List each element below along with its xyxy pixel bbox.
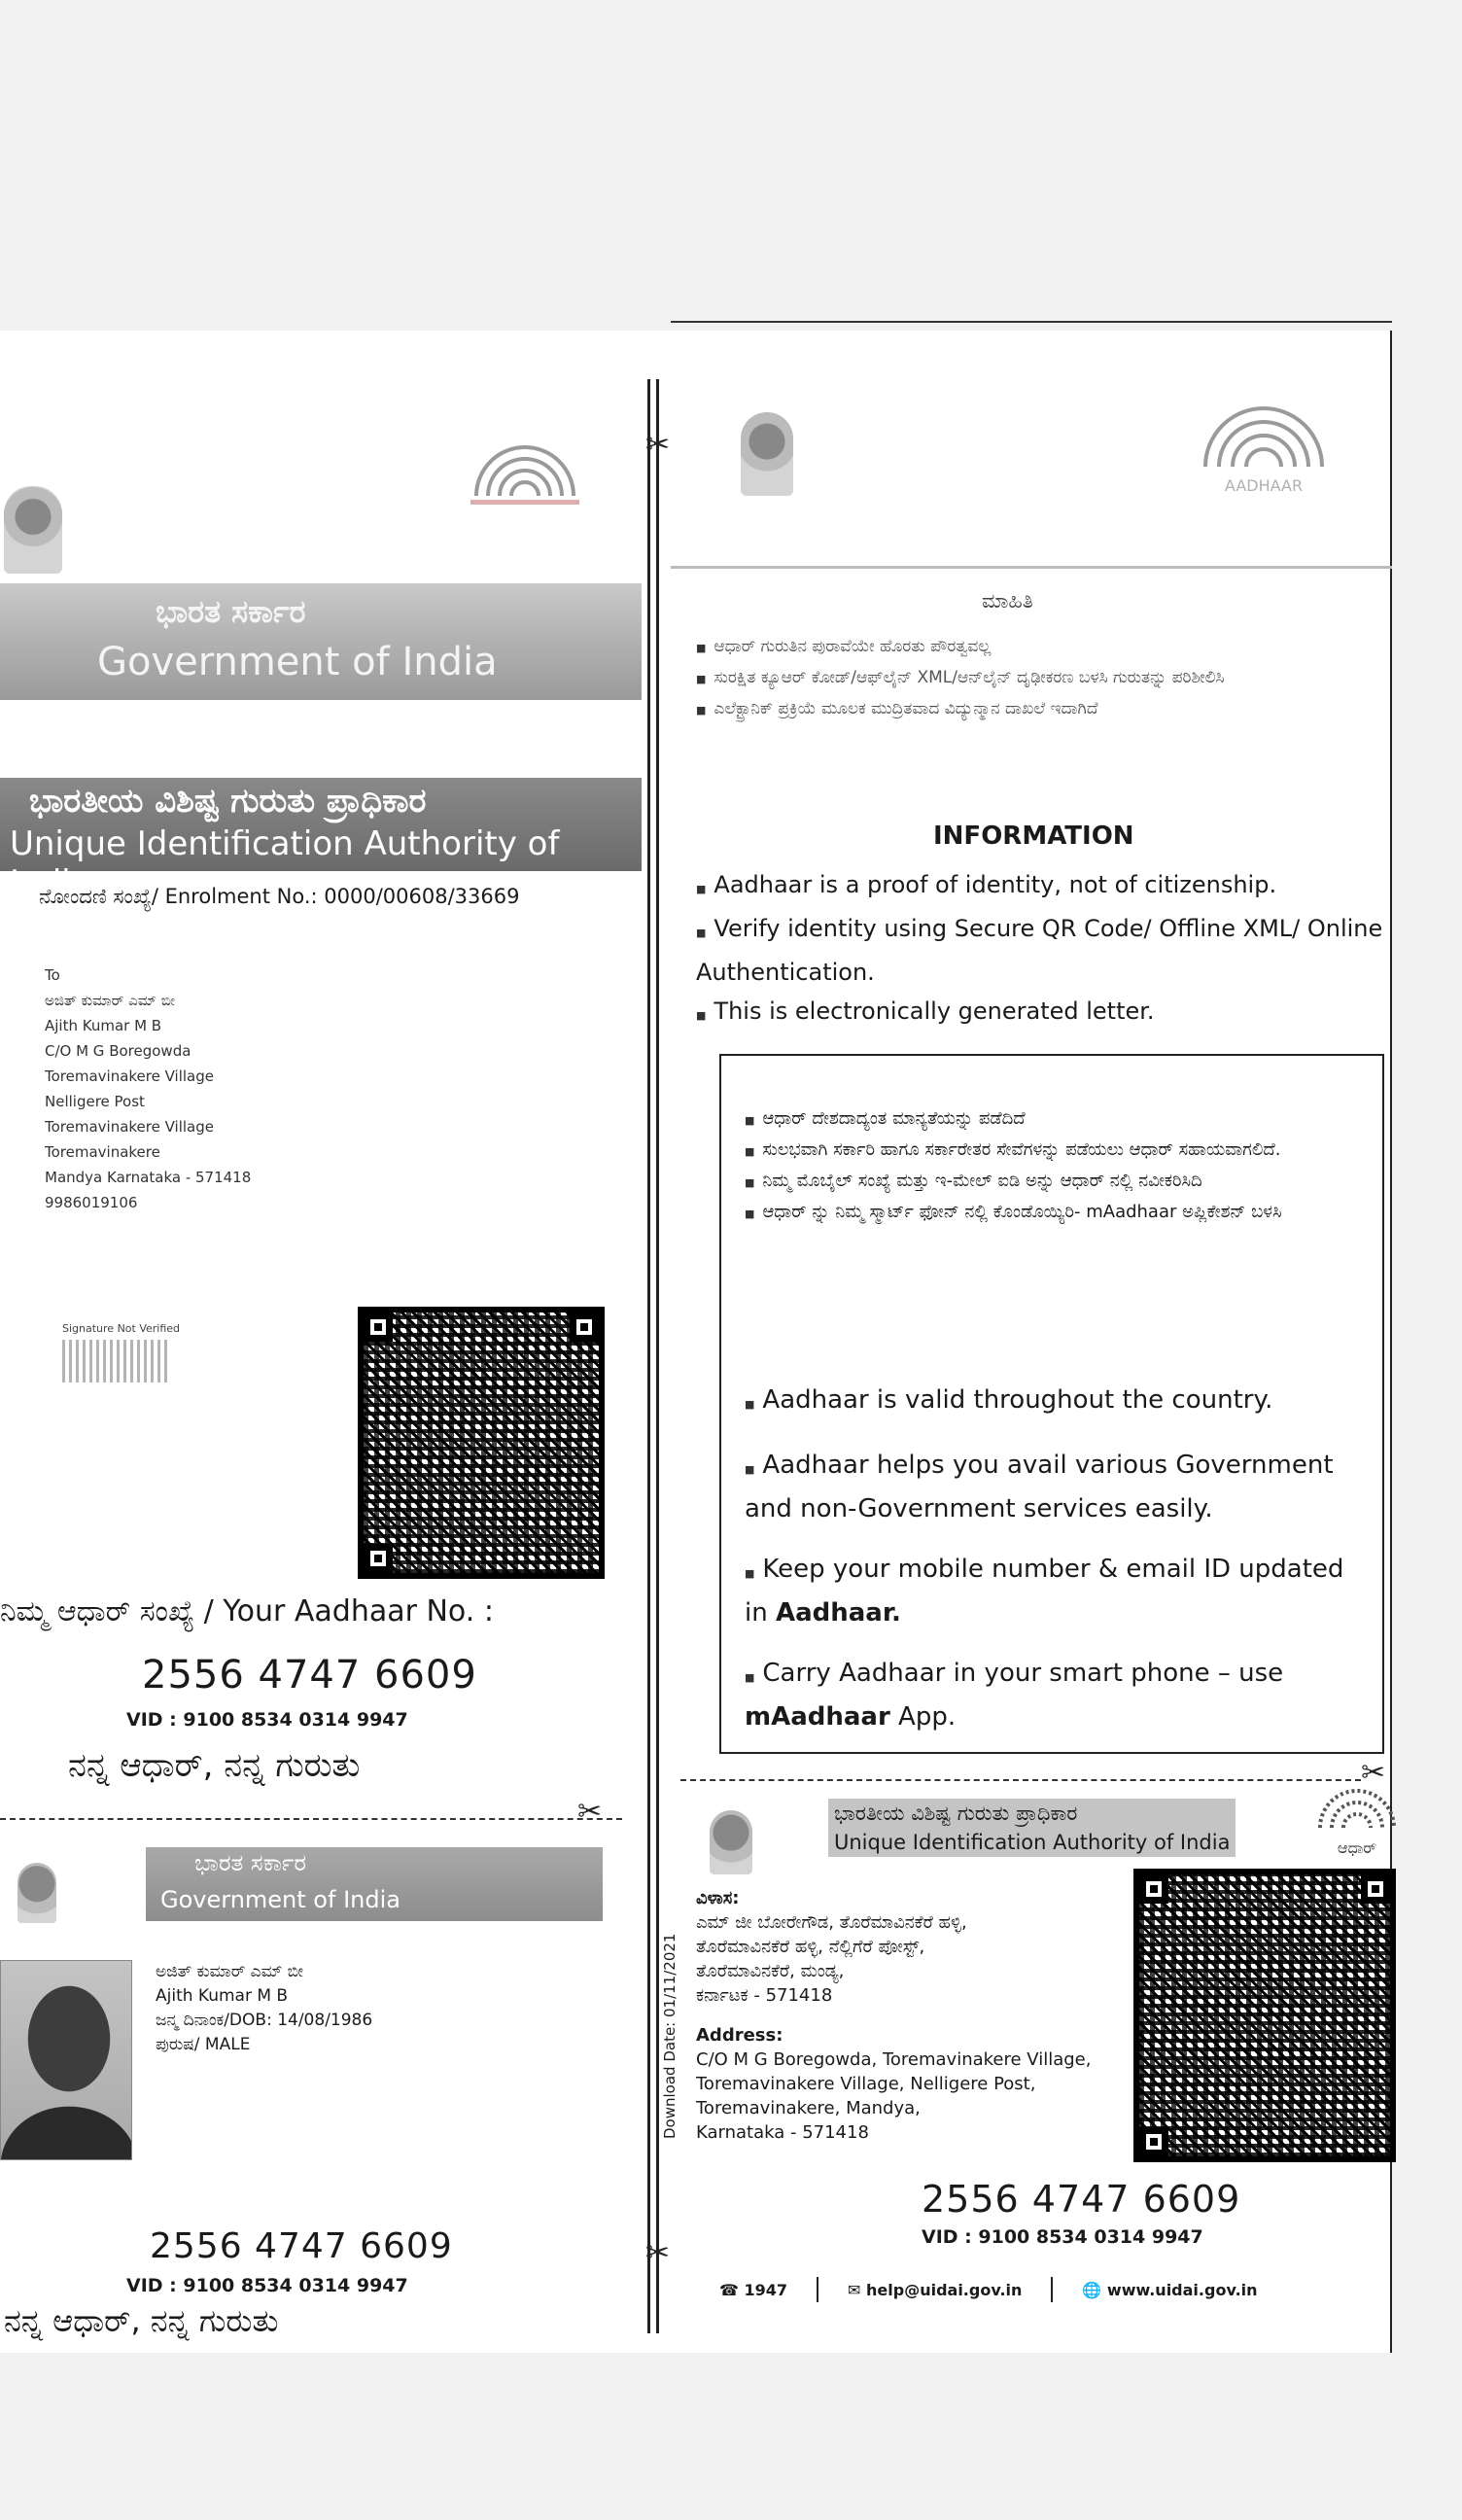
holder-photo <box>0 1960 132 2160</box>
emblem-icon <box>4 486 62 574</box>
card-government-banner <box>146 1847 603 1921</box>
list-item: ■ ಎಲೆಕ್ಟ್ರಾನಿಕ್ ಪ್ರಕ್ರಿಯೆ ಮೂಲಕ ಮುದ್ರಿತವಾದ ವಿದ್ಯುನ್ಮಾನ ದಾಖಲೆ ಇದಾಗಿದೆ <box>696 694 1328 725</box>
card-name-english: Ajith Kumar M B <box>156 1986 289 2006</box>
list-item-text: App. <box>889 1702 957 1732</box>
scissors-icon: ✂ <box>1361 1756 1386 1790</box>
header-rule <box>671 566 1392 569</box>
emblem-icon <box>741 412 793 496</box>
emblem-icon <box>710 1810 752 1874</box>
address-line: ಕರ್ನಾಟಕ - 571418 <box>696 1985 833 2006</box>
address-kannada-label: ವಿಳಾಸ: <box>696 1888 740 1908</box>
card-vid-number: VID : 9100 8534 0314 9947 <box>126 2275 408 2296</box>
list-item-bold: mAadhaar <box>745 1702 890 1732</box>
list-item-text: Keep your mobile number & email ID updated in <box>745 1555 1344 1628</box>
recipient-address <box>45 962 251 1215</box>
footer-separator <box>817 2277 818 2302</box>
list-item: ■ Aadhaar is a proof of identity, not of citizenship. <box>696 865 1396 909</box>
address-line: Ajith Kumar M B <box>45 1017 162 1034</box>
kannada-info-list <box>696 632 1328 725</box>
right-vid-number: VID : 9100 8534 0314 9947 <box>922 2226 1203 2248</box>
tagline: ನನ್ನ ಆಧಾರ್, ನನ್ನ ಗುರುತು <box>68 1746 361 1785</box>
qr-code <box>358 1307 605 1579</box>
list-item: ■ This is electronically generated letter. <box>696 992 1396 1035</box>
cut-line <box>680 1779 1361 1781</box>
right-aadhaar-number: 2556 4747 6609 <box>922 2178 1241 2221</box>
email-contact: ✉ help@uidai.gov.in <box>848 2280 1023 2299</box>
address-line: ಅಜಿತ್ ಕುಮಾರ್ ಎಮ್ ಬೀ <box>45 992 176 1009</box>
address-line: Toremavinakere Village <box>45 1118 214 1136</box>
address-line: C/O M G Boregowda <box>45 1042 191 1060</box>
aadhaar-logo-icon <box>457 438 593 515</box>
address-line: C/O M G Boregowda, Toremavinakere Village, <box>696 2049 1092 2070</box>
card-dob: ಜನ್ಮ ದಿನಾಂಕ/DOB: 14/08/1986 <box>156 2011 373 2030</box>
qr-finder <box>364 1544 393 1573</box>
qr-finder <box>1361 1874 1390 1904</box>
address-line: Toremavinakere Village, Nelligere Post, <box>696 2074 1036 2094</box>
cut-line <box>0 1818 622 1820</box>
enrolment-number: ನೋಂದಣಿ ಸಂಖ್ಯೆ/ Enrolment No.: 0000/00608/33669 <box>39 885 520 908</box>
website: www.uidai.gov.in <box>1106 2280 1258 2299</box>
uidai-strip-kannada: ಭಾರತೀಯ ವಿಶಿಷ್ಟ ಗುರುತು ಪ್ರಾಧಿಕಾರ <box>828 1799 1236 1828</box>
list-item: ■ Aadhaar is valid throughout the country. <box>745 1381 1367 1424</box>
address-line: Toremavinakere Village <box>45 1068 214 1085</box>
signature-note: Signature Not Verified <box>62 1322 181 1335</box>
list-item: ■ ಸುಲಭವಾಗಿ ಸರ್ಕಾರಿ ಹಾಗೂ ಸರ್ಕಾರೇತರ ಸೇವೆಗಳನ್ನು ಪಡೆಯಲು ಆಧಾರ್ ಸಹಾಯವಾಗಲಿದೆ. <box>745 1136 1367 1167</box>
list-item: ■ ಆಧಾರ್ ನ್ನು ನಿಮ್ಮ ಸ್ಮಾರ್ಟ್ ಫೋನ್ ನಲ್ಲಿ ಕೊಂಡೊಯ್ಯಿರಿ- mAadhaar ಅಪ್ಲಿಕೇಶನ್ ಬಳಸಿ <box>745 1198 1367 1229</box>
address-line: To <box>45 966 60 984</box>
box-kannada-list <box>745 1104 1367 1229</box>
list-item-text: Carry Aadhaar in your smart phone – use <box>762 1659 1284 1688</box>
emblem-icon <box>17 1863 56 1923</box>
list-item: ■ Verify identity using Secure QR Code/ Offline XML/ Online Authentication. <box>696 909 1396 992</box>
address-line: ತೊರೆಮಾವಿನಕೆರೆ, ಮಂಡ್ಯ, <box>696 1961 845 1981</box>
email-address: help@uidai.gov.in <box>866 2280 1023 2299</box>
list-item: ■ ನಿಮ್ಮ ಮೊಬೈಲ್ ಸಂಖ್ಯೆ ಮತ್ತು ಇ-ಮೇಲ್ ಐಡಿ ಅನ್ನು ಆಧಾರ್ ನಲ್ಲಿ ನವೀಕರಿಸಿದಿ <box>745 1167 1367 1198</box>
uidai-strip-english: Unique Identification Authority of India <box>828 1828 1236 1857</box>
card-gov-kannada: ಭಾರತ ಸರ್ಕಾರ <box>194 1849 307 1876</box>
address-line: Mandya Karnataka - 571418 <box>45 1169 252 1186</box>
qr-finder <box>364 1312 393 1342</box>
contact-footer <box>719 2277 1392 2302</box>
footer-separator <box>1051 2277 1053 2302</box>
uidai-title-kannada: ಭಾರತೀಯ ವಿಶಿಷ್ಟ ಗುರುತು ಪ್ರಾಧಿಕಾರ <box>29 782 427 821</box>
card-tagline: ನನ್ನ ಆಧಾರ್, ನನ್ನ ಗುರುತು <box>4 2302 279 2339</box>
qr-finder <box>1139 2127 1168 2156</box>
list-item: ■ ಸುರಕ್ಷಿತ ಕ್ಯೂಆರ್ ಕೋಡ್/ಆಫ್‌ಲೈನ್ XML/ಆನ್‌ಲೈನ್ ದೃಢೀಕರಣ ಬಳಸಿ ಗುರುತನ್ನು ಪರಿಶೀಲಿಸಿ <box>696 663 1328 694</box>
address-line: ಎಮ್ ಜೀ ಬೋರೇಗೌಡ, ತೊರೆಮಾವಿನಕೆರೆ ಹಳ್ಳಿ, <box>696 1912 967 1933</box>
address-english-label: Address: <box>696 2025 783 2046</box>
government-banner <box>0 583 642 700</box>
gov-title-english: Government of India <box>97 640 498 684</box>
qr-code <box>1133 1869 1396 2162</box>
scissors-icon: ✂ <box>645 2236 671 2270</box>
fold-divider <box>647 379 659 2333</box>
scissors-icon: ✂ <box>645 428 671 462</box>
card-gender: ಪುರುಷ/ MALE <box>156 2035 251 2054</box>
right-address <box>696 1886 1143 2145</box>
signature-marks <box>62 1340 169 1382</box>
address-line: Nelligere Post <box>45 1093 145 1110</box>
aadhaar-logo-icon <box>1308 1779 1406 1867</box>
download-date: Download Date: 01/11/2021 <box>661 1933 679 2139</box>
aadhaar-logo-kannada: ಆಧಾರ್ <box>1337 1838 1377 1857</box>
gov-title-kannada: ಭಾರತ ಸರ್ಕಾರ <box>156 593 306 630</box>
phone-contact: ☎ 1947 <box>719 2280 788 2299</box>
list-item <box>745 1654 1367 1736</box>
card-details <box>156 1960 372 2057</box>
list-item: ■ ಆಧಾರ್ ದೇಶದಾದ್ಯಂತ ಮಾನ್ಯತೆಯನ್ನು ಪಡೆದಿದೆ <box>745 1104 1367 1136</box>
uidai-title-english: Unique Identification Authority of India <box>10 824 560 902</box>
aadhaar-logo-text: AADHAAR <box>1224 476 1304 495</box>
card-gov-english: Government of India <box>160 1886 400 1913</box>
web-contact: 🌐 www.uidai.gov.in <box>1082 2280 1258 2299</box>
info-title: INFORMATION <box>933 822 1134 851</box>
aadhaar-number: 2556 4747 6609 <box>142 1653 477 1698</box>
address-line: Toremavinakere <box>45 1143 160 1161</box>
scissors-icon: ✂ <box>577 1795 603 1829</box>
qr-finder <box>570 1312 599 1342</box>
info-list <box>696 865 1396 1035</box>
list-item: ■ ಆಧಾರ್ ಗುರುತಿನ ಪುರಾವೆಯೇ ಹೊರತು ಪೌರತ್ವವಲ್ಲ <box>696 632 1328 663</box>
address-line: ತೊರೆಮಾವಿನಕೆರೆ ಹಳ್ಳಿ, ನೆಲ್ಲಿಗೆರೆ ಪೋಸ್ಟ್, <box>696 1937 925 1957</box>
qr-finder <box>1139 1874 1168 1904</box>
box-english-list <box>745 1381 1367 1758</box>
signature-block <box>62 1322 189 1382</box>
uidai-strip <box>828 1799 1236 1857</box>
card-name-kannada: ಅಜಿತ್ ಕುಮಾರ್ ಎಮ್ ಬೀ <box>156 1962 303 1981</box>
list-item: ■ Aadhaar helps you avail various Government and non-Government services easily. <box>745 1446 1367 1528</box>
list-item <box>745 1550 1367 1632</box>
phone-number: 1947 <box>744 2280 788 2299</box>
your-aadhaar-label: ನಿಮ್ಮ ಆಧಾರ್ ಸಂಖ್ಯೆ / Your Aadhaar No. : <box>0 1594 494 1628</box>
address-line: 9986019106 <box>45 1194 138 1211</box>
card-aadhaar-number: 2556 4747 6609 <box>150 2226 453 2266</box>
info-title-kannada: ಮಾಹಿತಿ <box>982 589 1033 612</box>
address-line: Toremavinakere, Mandya, <box>696 2098 921 2118</box>
list-item-bold: Aadhaar. <box>775 1598 901 1628</box>
vid-number: VID : 9100 8534 0314 9947 <box>126 1709 408 1731</box>
address-line: Karnataka - 571418 <box>696 2122 869 2143</box>
aadhaar-logo-icon <box>1186 399 1341 496</box>
top-border <box>671 321 1392 323</box>
